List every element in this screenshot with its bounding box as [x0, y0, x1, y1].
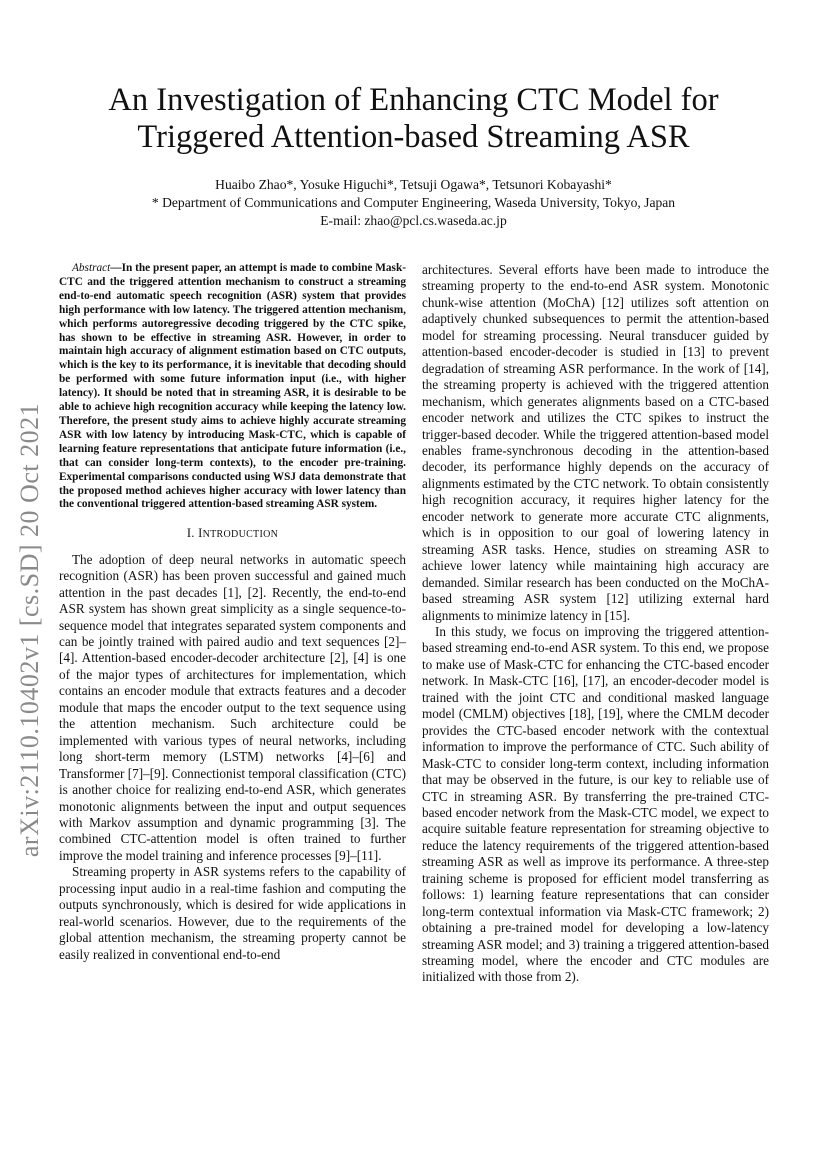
author-affiliation: * Department of Communications and Computer Engineering, Waseda University, Tokyo, Japan [151, 195, 676, 210]
paper-title [60, 82, 767, 156]
author-block [60, 176, 767, 230]
abstract-lead: Abstract [72, 262, 111, 274]
section-first-letter: I [198, 526, 203, 541]
left-column [59, 262, 406, 963]
abstract [59, 262, 406, 512]
arxiv-stamp-text: arXiv:2110.10402v1 [cs.SD] 20 Oct 2021 [15, 402, 44, 858]
arxiv-stamp [10, 370, 50, 890]
author-email: E-mail: zhao@pcl.cs.waseda.ac.jp [320, 213, 507, 228]
title-line-2: Triggered Attention-based Streaming ASR [137, 119, 690, 155]
intro-paragraph-1: The adoption of deep neural networks in automatic speech recognition (ASR) has been proven successful and gained much attention in the past decades [1], [2]. Recently, the end-to-end ASR system has shown great simplicity as a single sequence-to-sequence model that integrates separated system components and can be jointly trained with paired audio and text sequences [2]–[4]. Attention-based encoder-decoder architecture [2], [4] is one of the major types of architectures for implementation, which contains an encoder module that extracts features and a decoder module that maps the encoder output to the text sequence using the attention mechanism. Such architecture could be implemented with various types of neural networks, including long short-term memory (LSTM) networks [4]–[6] and Transformer [7]–[9]. Connectionist temporal classification (CTC) is another choice for realizing end-to-end ASR, which generates monotonic alignments between the input and output sequences with Markov assumption and dynamic programming [3]. The combined CTC-attention model is often trained to further improve the model training and inference processes [9]–[11]. [59, 551, 406, 863]
intro-paragraph-4: In this study, we focus on improving the triggered attention-based streaming end-to-end ASR system. To this end, we propose to make use of Mask-CTC for enhancing the CTC-based encoder network. In Mask-CTC [16], [17], an encoder-decoder model is trained with the joint CTC and conditional masked language model (CMLM) objectives [18], [19], where the CMLM decoder provides the CTC-based encoder network with the contextual information to improve the performance of CTC. Such ability of Mask-CTC to consider long-term context, including information that may be observed in the future, is our key to reliable use of CTC in streaming ASR. By transferring the pre-trained CTC-based encoder network from the Mask-CTC model, we expect to acquire suitable feature representation for streaming objective to reduce the latency requirements of the triggered attention-based streaming ASR as well as improve its performance. A three-step training scheme is proposed for efficient model transferring as follows: 1) learning feature representations that can consider long-term contextual information via Mask-CTC framework; 2) obtaining a pre-trained model for developing a low-latency streaming ASR model; and 3) training a triggered attention-based streaming model, where the encoder and CTC modules are initialized with those from 2). [422, 623, 769, 985]
section-number: I. [186, 526, 195, 541]
section-rest: NTRODUCTION [202, 529, 279, 541]
section-heading-introduction [59, 525, 406, 543]
author-names: Huaibo Zhao*, Yosuke Higuchi*, Tetsuji Ogawa*, Tetsunori Kobayashi* [215, 177, 612, 192]
intro-paragraph-2: Streaming property in ASR systems refers to the capability of processing input audio in a real-time fashion and computing the outputs synchronously, which is desired for wide applications in real-world scenarios. However, due to the requirements of the global attention mechanism, the streaming property cannot be easily realized in conventional end-to-end [59, 864, 406, 962]
abstract-text: —In the present paper, an attempt is made to combine Mask-CTC and the triggered attention mechanism to construct a streaming end-to-end automatic speech recognition (ASR) system that provides high performance with low latency. The triggered attention mechanism, which performs autoregressive decoding triggered by the CTC spike, has shown to be effective in streaming ASR. However, in order to maintain high accuracy of alignment estimation based on CTC outputs, which is the key to its performance, it is inevitable that decoding should be performed with some future information input (i.e., with higher latency). It should be noted that in streaming ASR, it is desirable to be able to achieve high recognition accuracy while keeping the latency low. Therefore, the present study aims to achieve highly accurate streaming ASR with low latency by introducing Mask-CTC, which is capable of learning feature representations that anticipate future information (i.e., that can consider long-term contexts), to the encoder pre-training. Experimental comparisons conducted using WSJ data demonstrate that the proposed method achieves higher accuracy with lower latency than the conventional triggered attention-based streaming ASR system. [59, 262, 406, 511]
intro-paragraph-3: architectures. Several efforts have been made to introduce the streaming property to the end-to-end ASR system. Monotonic chunk-wise attention (MoChA) [12] utilizes soft attention on adaptively chunked subsequences to permit the attention-based model for streaming processing. Neural transducer guided by attention-based encoder-decoder is studied in [13] to prevent degradation of streaming ASR performance. In the work of [14], the streaming property is achieved with the triggered attention mechanism, which generates alignments based on a CTC-based encoder network and utilizes the CTC spikes to instruct the trigger-based decoder. While the triggered attention-based model enables frame-synchronous decoding in the attention-based decoder, its performance highly depends on the accuracy of alignments estimated by the CTC network. To obtain consistently high recognition accuracy, it requires higher latency for the encoder network to generate more accurate CTC alignments, which is in opposition to our goal of lowering latency in streaming ASR tasks. Hence, studies on streaming ASR to achieve lower latency while maintaining high accuracy are demanded. Similar research has been conducted on the MoChA-based streaming ASR system [12] utilizing external hard alignments to minimize latency in [15]. [422, 262, 769, 623]
title-line-1: An Investigation of Enhancing CTC Model for [108, 82, 719, 118]
right-column [422, 262, 769, 986]
